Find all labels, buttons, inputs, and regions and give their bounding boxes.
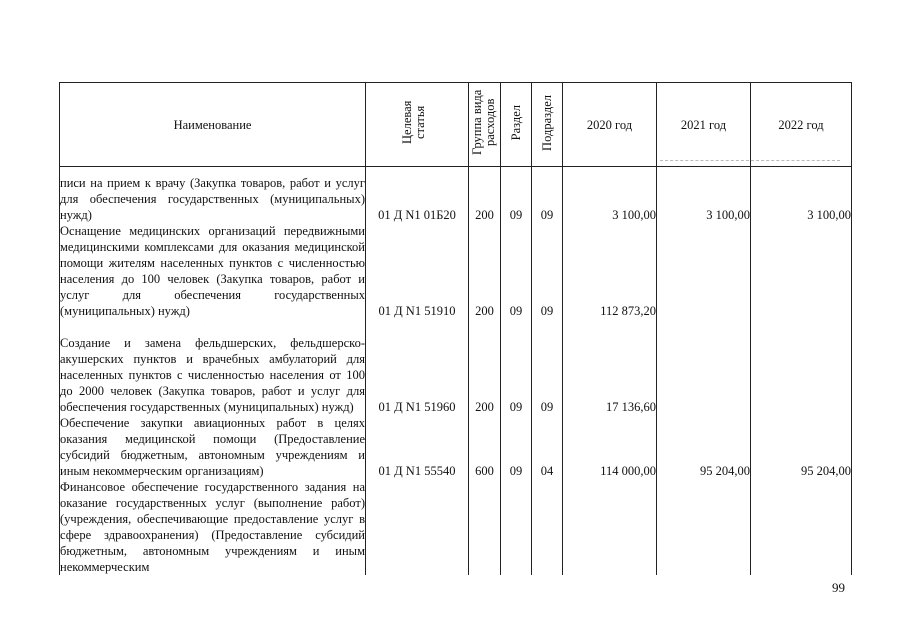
row-2022: 95 204,00 <box>751 415 852 479</box>
table-row <box>60 167 852 223</box>
row-2021: 95 204,00 <box>657 415 751 479</box>
row-2020: 17 136,60 <box>563 319 657 415</box>
row-name: Создание и замена фельдшерских, фельдшерско-акушерских пунктов и врачебных амбулаторий для населенных пунктов с численностью населения от 100 до 2000 человек (Закупка товаров, работ и услуг для обеспечения государственных (муниципальных) нужд) <box>60 319 366 415</box>
row-section: 09 <box>501 319 532 415</box>
row-subsection: 09 <box>532 167 563 223</box>
header-group: Группа вида расходов <box>469 83 501 167</box>
row-2020: 114 000,00 <box>563 415 657 479</box>
row-2022: 3 100,00 <box>751 167 852 223</box>
row-2021 <box>657 319 751 415</box>
row-2022 <box>751 479 852 575</box>
row-target: 01 Д N1 01Б20 <box>366 167 469 223</box>
page-number: 99 <box>832 580 845 595</box>
header-name: Наименование <box>60 83 366 167</box>
table-row <box>60 415 852 479</box>
row-section <box>501 479 532 575</box>
row-target: 01 Д N1 51960 <box>366 319 469 415</box>
row-section: 09 <box>501 223 532 319</box>
row-2021 <box>657 479 751 575</box>
row-name: Обеспечение закупки авиационных работ в целях оказания медицинской помощи (Предоставление субсидий бюджетным, автономным учреждениям и иным некоммерческим организациям) <box>60 415 365 478</box>
row-2020: 112 873,20 <box>563 223 657 319</box>
row-subsection: 04 <box>532 415 563 479</box>
row-group <box>469 479 501 575</box>
row-2022 <box>751 319 852 415</box>
table-row <box>60 479 852 575</box>
row-group: 200 <box>469 167 501 223</box>
header-subsection: Подраздел <box>532 83 563 167</box>
row-target: 01 Д N1 51910 <box>366 223 469 319</box>
header-target: Целевая статья <box>366 83 469 167</box>
row-target: 01 Д N1 55540 <box>366 415 469 479</box>
row-2021: 3 100,00 <box>657 167 751 223</box>
table-row <box>60 319 852 415</box>
header-2022: 2022 год <box>751 83 852 167</box>
budget-table <box>59 82 852 575</box>
row-name: Оснащение медицинских организаций передвижными медицинскими комплексами для оказания медицинской помощи жителям населенных пунктов с численностью населения до 100 человек (Закупка товаров, работ и услуг для обеспечения государственных (муниципальных) нужд) <box>60 223 365 318</box>
row-2022 <box>751 223 852 319</box>
header-2021: 2021 год <box>657 83 751 167</box>
header-section: Раздел <box>501 83 532 167</box>
header-2020: 2020 год <box>563 83 657 167</box>
row-subsection: 09 <box>532 223 563 319</box>
row-section: 09 <box>501 167 532 223</box>
row-group: 200 <box>469 223 501 319</box>
table-header-row <box>60 83 852 167</box>
table-row <box>60 223 852 319</box>
row-subsection: 09 <box>532 319 563 415</box>
row-name: писи на прием к врачу (Закупка товаров, работ и услуг для обеспечения государственных (муниципальных) нужд) <box>60 167 366 223</box>
row-2020 <box>563 479 657 575</box>
row-subsection <box>532 479 563 575</box>
row-target <box>366 479 469 575</box>
row-name: Финансовое обеспечение государственного задания на оказание государственных услуг (выполнение работ) (учреждения, обеспечивающие предоставление услуг в сфере здравоохранения) (Предоставление субсидий бюджетным, автономным учреждениям и иным некоммерческим <box>60 479 365 574</box>
row-2020: 3 100,00 <box>563 167 657 223</box>
row-section: 09 <box>501 415 532 479</box>
row-group: 200 <box>469 319 501 415</box>
row-group: 600 <box>469 415 501 479</box>
row-2021 <box>657 223 751 319</box>
